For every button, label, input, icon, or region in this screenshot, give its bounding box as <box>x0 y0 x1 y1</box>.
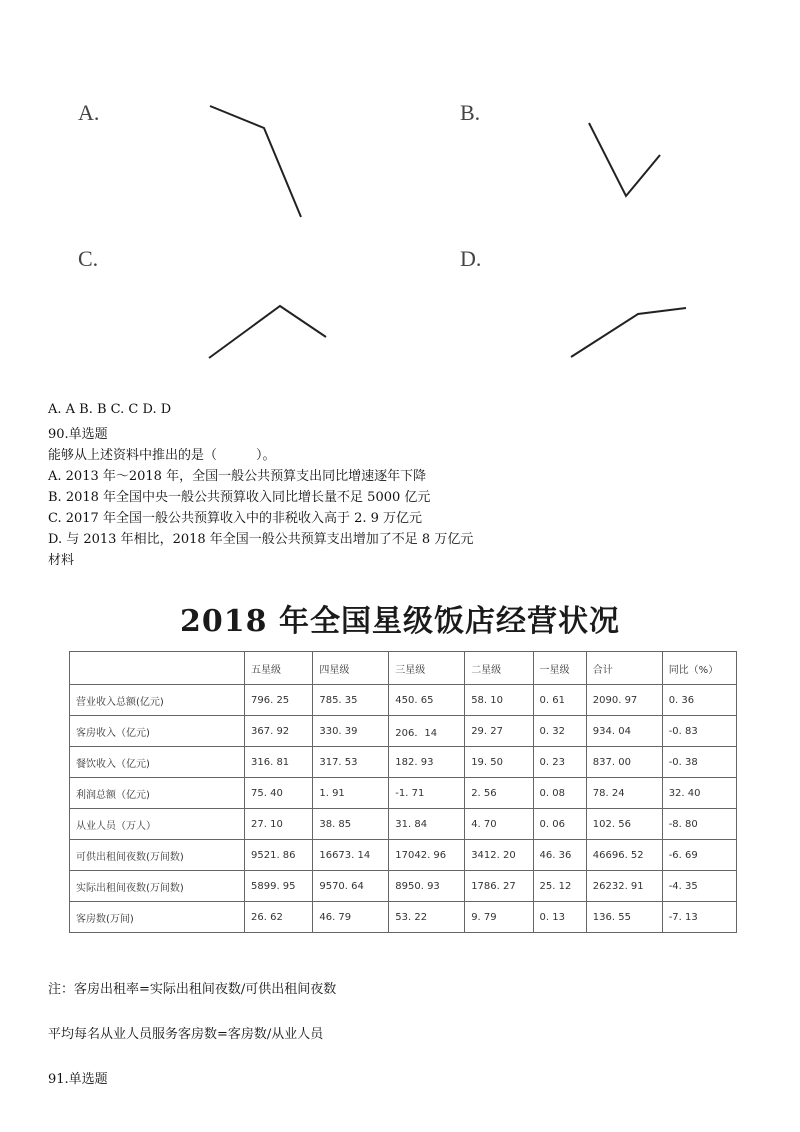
row-label: 客房数(万间) <box>70 902 245 933</box>
row-label: 可供出租间夜数(万间数) <box>70 840 245 871</box>
table-cell: 78. 24 <box>586 778 662 809</box>
table-cell: 182. 93 <box>389 747 465 778</box>
table-cell: 9. 79 <box>465 902 533 933</box>
question-90-option-c: C. 2017 年全国一般公共预算收入中的非税收入高于 2. 9 万亿元 <box>48 511 423 526</box>
table-cell: 0. 32 <box>533 716 586 747</box>
table-cell: 450. 65 <box>389 685 465 716</box>
table-cell: 17042. 96 <box>389 840 465 871</box>
table-cell: 26. 62 <box>245 902 313 933</box>
table-cell: 58. 10 <box>465 685 533 716</box>
table-row <box>70 716 737 747</box>
table-cell: 25. 12 <box>533 871 586 902</box>
table-cell: 75. 40 <box>245 778 313 809</box>
table-cell: -0. 38 <box>662 747 736 778</box>
material-label: 材料 <box>48 553 75 568</box>
question-90-option-a: A. 2013 年～2018 年，全国一般公共预算支出同比增速逐年下降 <box>48 469 427 484</box>
table-cell: -7. 13 <box>662 902 736 933</box>
table-cell: 1786. 27 <box>465 871 533 902</box>
header-cell: 五星级 <box>245 652 313 685</box>
table-cell: 29. 27 <box>465 716 533 747</box>
table-cell: 330. 39 <box>313 716 389 747</box>
table-cell: 46. 79 <box>313 902 389 933</box>
table-cell: 2. 56 <box>465 778 533 809</box>
table-cell: 316. 81 <box>245 747 313 778</box>
row-label: 实际出租间夜数(万间数) <box>70 871 245 902</box>
question-90-stem: 能够从上述资料中推出的是（ ）。 <box>48 448 276 463</box>
row-label: 从业人员（万人） <box>70 809 245 840</box>
header-cell: 四星级 <box>313 652 389 685</box>
header-cell: 一星级 <box>533 652 586 685</box>
table-cell: 136. 55 <box>586 902 662 933</box>
option-line-figures <box>0 0 800 400</box>
note-occupancy-rate: 注：客房出租率=实际出租间夜数/可供出租间夜数 <box>48 982 337 997</box>
table-cell: 0. 23 <box>533 747 586 778</box>
table-cell: 796. 25 <box>245 685 313 716</box>
table-title: 2018 年全国星级饭店经营状况 <box>180 604 620 639</box>
table-cell: 46. 36 <box>533 840 586 871</box>
table-cell: 934. 04 <box>586 716 662 747</box>
table-cell: 46696. 52 <box>586 840 662 871</box>
hotel-stats-table <box>69 651 737 933</box>
header-cell: 二星级 <box>465 652 533 685</box>
table-cell: -8. 80 <box>662 809 736 840</box>
table-cell: 5899. 95 <box>245 871 313 902</box>
option-a-polyline <box>210 106 301 217</box>
row-label: 客房收入（亿元) <box>70 716 245 747</box>
table-header-row <box>70 652 737 685</box>
question-90-header: 90.单选题 <box>48 427 108 442</box>
header-cell: 同比（%） <box>662 652 736 685</box>
option-d-label: D. <box>460 246 482 271</box>
table-cell: 53. 22 <box>389 902 465 933</box>
table-cell: 785. 35 <box>313 685 389 716</box>
table-cell: 9521. 86 <box>245 840 313 871</box>
table-cell: 206．14 <box>389 716 465 747</box>
table-cell: 102. 56 <box>586 809 662 840</box>
table-cell: 317. 53 <box>313 747 389 778</box>
table-cell: 837. 00 <box>586 747 662 778</box>
table-cell: 19. 50 <box>465 747 533 778</box>
header-cell: 合计 <box>586 652 662 685</box>
table-cell: 0. 13 <box>533 902 586 933</box>
note-rooms-per-employee: 平均每名从业人员服务客房数=客房数/从业人员 <box>48 1027 324 1042</box>
question-91-header: 91.单选题 <box>48 1072 108 1087</box>
table-cell: 9570. 64 <box>313 871 389 902</box>
table-cell: 367. 92 <box>245 716 313 747</box>
row-label: 营业收入总额(亿元) <box>70 685 245 716</box>
table-cell: 8950. 93 <box>389 871 465 902</box>
table-cell: -1. 71 <box>389 778 465 809</box>
table-row <box>70 778 737 809</box>
table-cell: -4. 35 <box>662 871 736 902</box>
option-b-polyline <box>589 123 660 196</box>
option-d-polyline <box>571 308 686 357</box>
question-90-option-b: B. 2018 年全国中央一般公共预算收入同比增长量不足 5000 亿元 <box>48 490 431 505</box>
table-cell: 4. 70 <box>465 809 533 840</box>
table-cell: -6. 69 <box>662 840 736 871</box>
row-label: 利润总额（亿元) <box>70 778 245 809</box>
option-b-label: B. <box>460 100 481 125</box>
option-c-label: C. <box>78 246 99 271</box>
table-row <box>70 685 737 716</box>
table-cell: 3412. 20 <box>465 840 533 871</box>
table-cell: 32. 40 <box>662 778 736 809</box>
table-cell: 16673. 14 <box>313 840 389 871</box>
table-cell: 0. 61 <box>533 685 586 716</box>
table-row <box>70 902 737 933</box>
table-row <box>70 871 737 902</box>
table-row <box>70 747 737 778</box>
table-cell: 0. 36 <box>662 685 736 716</box>
answer-choices: A. A B. B C. C D. D <box>48 402 172 417</box>
row-label: 餐饮收入（亿元) <box>70 747 245 778</box>
table-cell: 2090. 97 <box>586 685 662 716</box>
table-row <box>70 840 737 871</box>
table-cell: -0. 83 <box>662 716 736 747</box>
table-row <box>70 809 737 840</box>
option-c-polyline <box>209 306 326 358</box>
table-cell: 31. 84 <box>389 809 465 840</box>
table-cell: 26232. 91 <box>586 871 662 902</box>
header-cell <box>70 652 245 685</box>
option-a-label: A. <box>78 100 100 125</box>
table-cell: 27. 10 <box>245 809 313 840</box>
question-90-option-d: D. 与 2013 年相比，2018 年全国一般公共预算支出增加了不足 8 万亿元 <box>48 532 474 547</box>
header-cell: 三星级 <box>389 652 465 685</box>
table-cell: 0. 06 <box>533 809 586 840</box>
table-cell: 0. 08 <box>533 778 586 809</box>
table-cell: 1. 91 <box>313 778 389 809</box>
table-cell: 38. 85 <box>313 809 389 840</box>
